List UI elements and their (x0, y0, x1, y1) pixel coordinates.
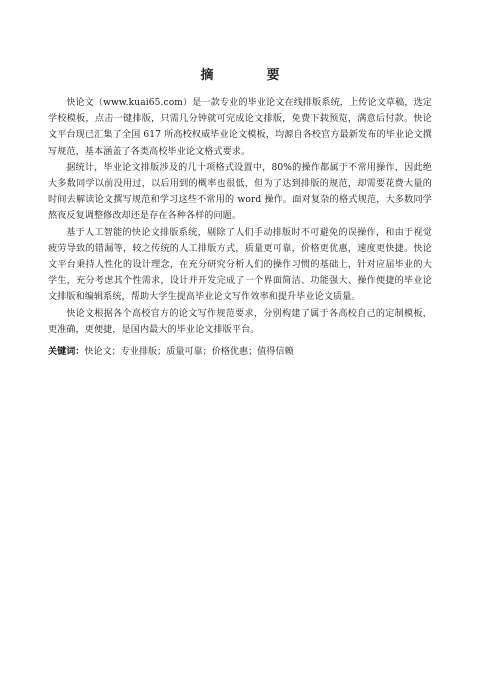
abstract-body (48, 95, 432, 360)
abstract-paragraph-4: 快论文根据各个高校官方的论文写作规范要求，分别构建了属于各高校自己的定制模板，更准确，更便捷，是国内最大的毕业论文排版平台。 (48, 308, 432, 335)
abstract-paragraph-3: 基于人工智能的快论文排版系统，剔除了人们手动排版时不可避免的误操作，和由于视觉疲劳导致的错漏等，较之传统的人工排版方式，质量更可靠，价格更优惠，速度更快捷。快论文平台秉持人性化的设计理念，在充分研究分析人们的操作习惯的基础上，针对应届毕业的大学生，充分考虑其个性需求，设计并开发完成了一个界面简洁、功能强大、操作便捷的毕业论文排版和编辑系统，帮助大学生提高毕业论文写作效率和提升毕业论文质量。 (48, 227, 432, 303)
abstract-paragraph-2: 据统计，毕业论文排版涉及的几十项格式设置中，80%的操作都属于不常用操作，因此绝大多数同学以前没用过，以后用到的概率也很低，但为了达到排版的规范，却需要花费大量的时间去解读论文撰写规范和学习这些不常用的 word 操作。面对复杂的格式规范，大多数同学熬夜反复调整修改却还是存在各种各样的问题。 (48, 162, 432, 222)
abstract-paragraph-1: 快论文（www.kuai65.com）是一款专业的毕业论文在线排版系统，上传论文草稿，选定学校模板，点击一键排版，只需几分钟就可完成论文排版，免费下载预览，满意后付款。快论文平台现已汇集了全国 617 所高校权威毕业论文模板，均源自各校官方最新发布的毕业论文撰写规范，基本涵盖了各类高校毕业论文格式要求。 (48, 98, 432, 157)
page-title: 摘 要 (200, 68, 300, 83)
keywords-list: 快论文；专业排版；质量可靠；价格优惠；值得信赖 (84, 347, 294, 358)
keywords-label: 关键词： (48, 347, 85, 358)
keywords-line (48, 344, 432, 360)
